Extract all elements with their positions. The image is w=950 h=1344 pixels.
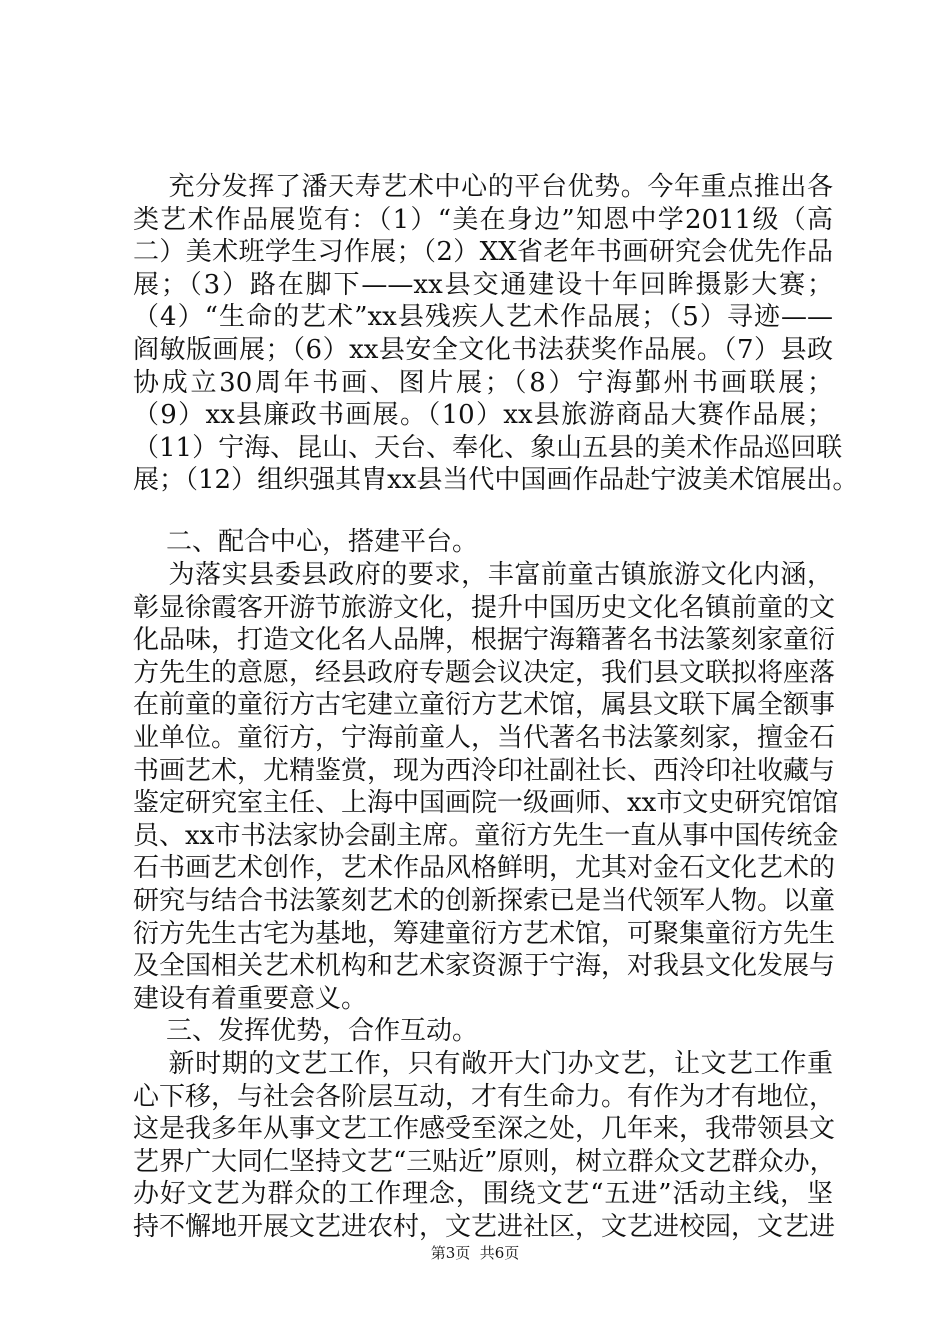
text-line: 办好文艺为群众的工作理念，围绕文艺“五进”活动主线，坚: [133, 1179, 833, 1209]
text-line: 展；（3）路在脚下——xx县交通建设十年回眸摄影大赛；: [133, 270, 833, 300]
text-line: 艺界广大同仁坚持文艺“三贴近”原则，树立群众文艺群众办，: [133, 1147, 836, 1177]
text-line: （11）宁海、昆山、天台、奉化、象山五县的美术作品巡回联: [133, 433, 843, 463]
text-line: 在前童的童衍方古宅建立童衍方艺术馆，属县文联下属全额事: [133, 690, 836, 720]
page-footer: 第3页 共6页: [430, 1244, 520, 1262]
text-line: （9）xx县廉政书画展。（10）xx县旅游商品大赛作品展；: [133, 400, 833, 430]
text-line: （4）“生命的艺术”xx县残疾人艺术作品展；（5）寻迹——: [133, 302, 833, 332]
section-heading: 三、发挥优势，合作互动。: [133, 1016, 479, 1046]
text-line: 持不懈地开展文艺进农村，文艺进社区，文艺进校园，文艺进: [133, 1212, 836, 1242]
text-line: 及全国相关艺术机构和艺术家资源于宁海，对我县文化发展与: [133, 951, 836, 981]
text-line: 书画艺术，尤精鉴赏，现为西泠印社副社长、西泠印社收藏与: [133, 756, 836, 786]
text-line: 彰显徐霞客开游节旅游文化，提升中国历史文化名镇前童的文: [133, 593, 836, 623]
text-line: 展；（12）组织强其胄xx县当代中国画作品赴宁波美术馆展出。: [133, 465, 859, 495]
text-line: 石书画艺术创作，艺术作品风格鲜明，尤其对金石文化艺术的: [133, 853, 836, 883]
text-line: 衍方先生古宅为基地，筹建童衍方艺术馆，可聚集童衍方先生: [133, 919, 836, 949]
text-line: 新时期的文艺工作，只有敞开大门办文艺，让文艺工作重: [133, 1049, 833, 1079]
text-line: 阎敏版画展；（6）xx县安全文化书法获奖作品展。（7）县政: [133, 335, 833, 365]
text-line: 类艺术作品展览有：（1）“美在身边”知恩中学2011级（高: [133, 205, 833, 235]
text-line: 建设有着重要意义。: [133, 984, 368, 1014]
text-line: 这是我多年从事文艺工作感受至深之处，几年来，我带领县文: [133, 1114, 836, 1144]
text-line: 研究与结合书法篆刻艺术的创新探索已是当代领军人物。以童: [133, 886, 836, 916]
text-line: 为落实县委县政府的要求，丰富前童古镇旅游文化内涵，: [133, 560, 833, 590]
text-line: 协成立30周年书画、图片展；（8）宁海鄞州书画联展；: [133, 368, 833, 398]
text-line: 业单位。童衍方，宁海前童人，当代著名书法篆刻家，擅金石: [133, 723, 836, 753]
text-line: 化品味，打造文化名人品牌，根据宁海籍著名书法篆刻家童衍: [133, 625, 836, 655]
section-heading: 二、配合中心，搭建平台。: [133, 527, 479, 557]
text-line: 充分发挥了潘天寿艺术中心的平台优势。今年重点推出各: [133, 172, 833, 202]
text-line: 鉴定研究室主任、上海中国画院一级画师、xx市文史研究馆馆: [133, 788, 839, 818]
text-line: 员、xx市书法家协会副主席。童衍方先生一直从事中国传统金: [133, 821, 839, 851]
text-line: 心下移，与社会各阶层互动，才有生命力。有作为才有地位，: [133, 1082, 836, 1112]
text-line: 二）美术班学生习作展；（2）XX省老年书画研究会优先作品: [133, 237, 833, 267]
text-line: 方先生的意愿，经县政府专题会议决定，我们县文联拟将座落: [133, 658, 836, 688]
